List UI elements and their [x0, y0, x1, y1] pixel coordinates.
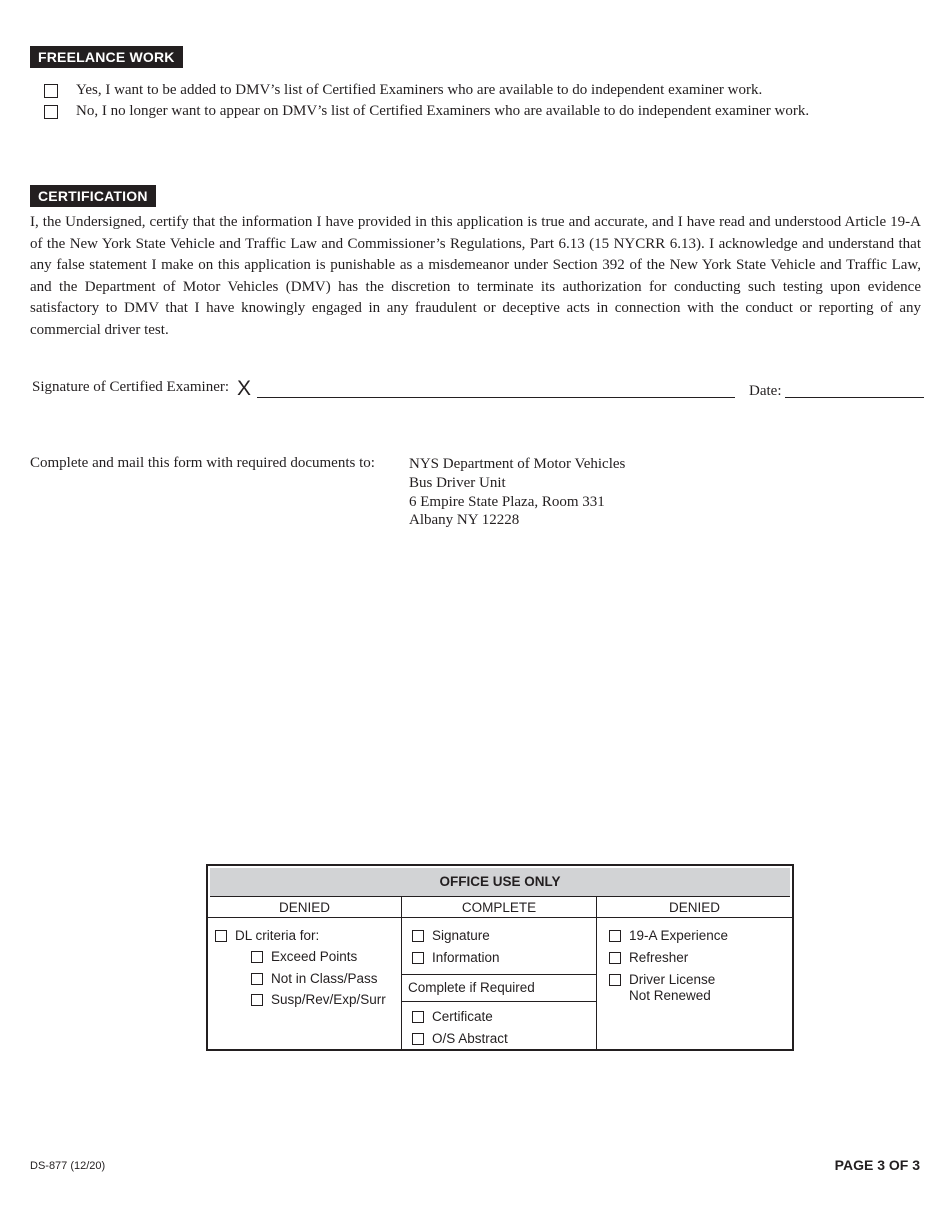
page-number: PAGE 3 OF 3 — [834, 1157, 920, 1173]
item-label: Signature — [432, 928, 490, 943]
signature-label: Signature of Certified Examiner: — [32, 379, 230, 395]
item-label: Not in Class/Pass — [271, 971, 378, 986]
certificate-item[interactable] — [412, 1009, 493, 1024]
checkbox[interactable] — [215, 930, 227, 942]
checkbox[interactable] — [251, 973, 263, 985]
address-line: NYS Department of Motor Vehicles — [409, 456, 626, 472]
freelance-yes-label: Yes, I want to be added to DMV’s list of Certified Examiners who are available to do independent examiner work. — [76, 82, 763, 98]
certification-heading: CERTIFICATION — [30, 185, 156, 207]
checkbox[interactable] — [412, 1011, 424, 1023]
item-label: Information — [432, 950, 500, 965]
freelance-heading: FREELANCE WORK — [30, 46, 183, 68]
freelance-yes-option[interactable] — [44, 82, 762, 99]
divider — [402, 974, 596, 975]
col2-title: COMPLETE — [461, 900, 537, 915]
item-label: Driver License — [629, 972, 716, 987]
item-label: Certificate — [432, 1009, 493, 1024]
col3-title: DENIED — [668, 900, 720, 915]
signature-field[interactable] — [257, 397, 735, 398]
item-label: 19-A Experience — [629, 928, 729, 943]
date-field[interactable] — [785, 397, 924, 398]
checkbox[interactable] — [251, 951, 263, 963]
office-use-title: OFFICE USE ONLY — [210, 868, 790, 897]
address-line: 6 Empire State Plaza, Room 331 — [409, 493, 605, 510]
checkbox[interactable] — [609, 952, 621, 964]
divider — [208, 917, 792, 918]
item-label: DL criteria for: — [235, 928, 320, 943]
checkbox[interactable] — [251, 994, 263, 1006]
checkbox[interactable] — [44, 84, 58, 98]
item-label: O/S Abstract — [432, 1031, 508, 1046]
not-in-class-item[interactable] — [251, 971, 378, 986]
item-label: Refresher — [629, 950, 689, 965]
form-id: DS-877 (12/20) — [30, 1160, 106, 1172]
date-label: Date: — [749, 383, 782, 399]
checkbox[interactable] — [412, 952, 424, 964]
col1-title: DENIED — [278, 900, 330, 915]
exceed-points-item[interactable] — [251, 949, 357, 964]
divider — [402, 1001, 596, 1002]
freelance-no-option[interactable] — [44, 103, 809, 120]
mailing-instruction: Complete and mail this form with required documents to: — [30, 455, 375, 471]
not-renewed-label: Not Renewed — [629, 988, 711, 1003]
complete-if-required-label: Complete if Required — [408, 980, 535, 995]
address-line: Bus Driver Unit — [409, 474, 506, 491]
item-label: Susp/Rev/Exp/Surr — [271, 992, 386, 1007]
office-use-table — [206, 864, 794, 1051]
divider — [401, 896, 402, 1049]
checkbox[interactable] — [412, 1033, 424, 1045]
susp-rev-item[interactable] — [251, 992, 386, 1007]
information-item[interactable] — [412, 950, 500, 965]
os-abstract-item[interactable] — [412, 1031, 508, 1046]
checkbox[interactable] — [609, 930, 621, 942]
dl-criteria-item[interactable] — [215, 928, 319, 943]
refresher-item[interactable] — [609, 950, 688, 965]
item-label: Exceed Points — [271, 949, 358, 964]
signature-item[interactable] — [412, 928, 490, 943]
checkbox[interactable] — [412, 930, 424, 942]
freelance-no-label: No, I no longer want to appear on DMV’s list of Certified Examiners who are available to do independent examiner work. — [76, 103, 810, 119]
driver-license-item[interactable] — [609, 972, 715, 987]
signature-x-mark: X — [237, 377, 252, 400]
divider — [596, 896, 597, 1049]
mailing-address — [409, 455, 625, 530]
checkbox[interactable] — [609, 974, 621, 986]
19a-experience-item[interactable] — [609, 928, 728, 943]
certification-body: I, the Undersigned, certify that the information I have provided in this application is true and accurate, and I have read and understood Article 19-A of the New York State Vehicle and Traffic Law and Commissioner’s Regulations, Part 6.13 (15 NYCRR 6.13). I acknowledge and understand that any false statement I make on this application is punishable as a misdemeanor under Section 392 of the New York State Vehicle and Traffic Law, and the Department of Motor Vehicles (DMV) has the discretion to terminate its authorization for conducting such testing upon evidence satisfactory to DMV that I have knowingly engaged in any fraudulent or deceptive acts in connection with the conduct or reporting of any commercial driver test. — [30, 214, 921, 338]
checkbox[interactable] — [44, 105, 58, 119]
address-line: Albany NY 12228 — [409, 512, 520, 529]
